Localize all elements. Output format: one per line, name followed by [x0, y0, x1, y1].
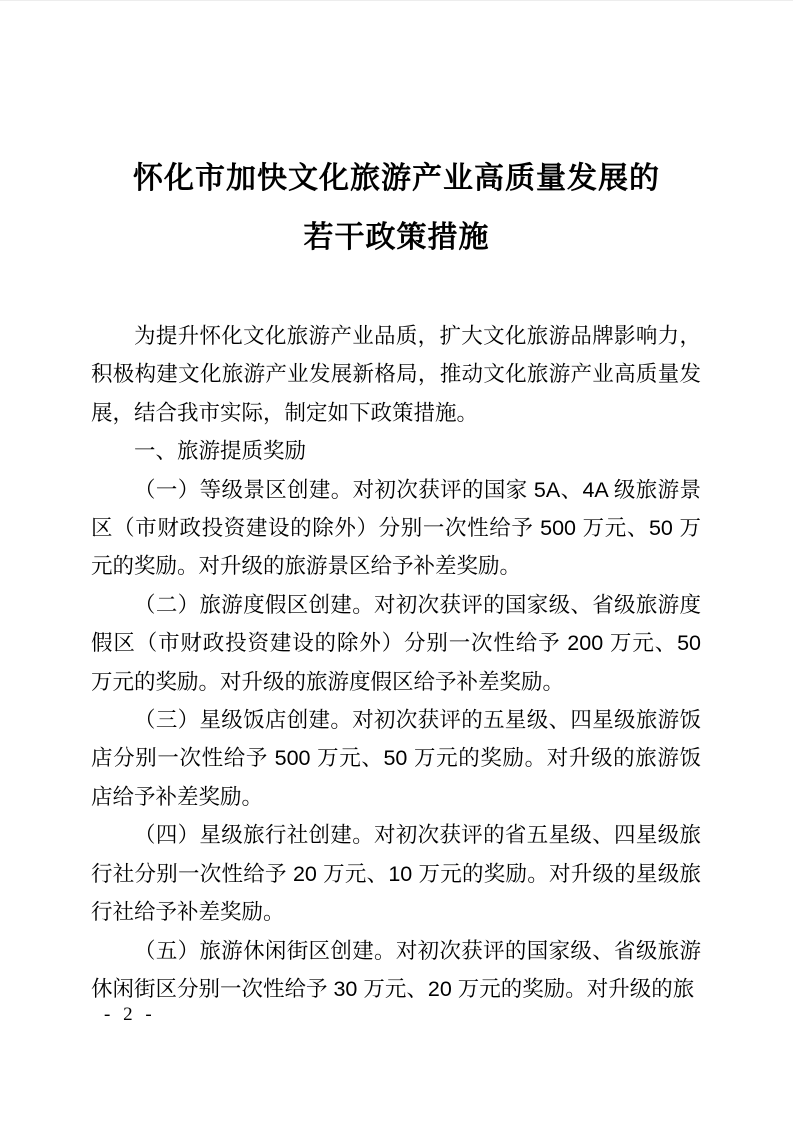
- policy-item-3: （三）星级饭店创建。对初次获评的五星级、四星级旅游饭店分别一次性给予 500 万元、50 万元的奖励。对升级的旅游饭店给予补差奖励。: [91, 708, 701, 809]
- intro-paragraph: 为提升怀化文化旅游产业品质，扩大文化旅游品牌影响力，积极构建文化旅游产业发展新格局，推动文化旅游产业高质量发展，结合我市实际，制定如下政策措施。: [91, 324, 701, 425]
- policy-item-2: （二）旅游度假区创建。对初次获评的国家级、省级旅游度假区（市财政投资建设的除外）分别一次性给予 200 万元、50 万元的奖励。对升级的旅游度假区给予补差奖励。: [91, 592, 701, 694]
- policy-item-5: （五）旅游休闲街区创建。对初次获评的国家级、省级旅游休闲街区分别一次性给予 30 万元、20 万元的奖励。对升级的旅: [91, 938, 701, 1001]
- document-body: [91, 317, 701, 1008]
- policy-item-1: （一）等级景区创建。对初次获评的国家 5A、4A 级旅游景区（市财政投资建设的除外）分别一次性给予 500 万元、50 万元的奖励。对升级的旅游景区给予补差奖励。: [91, 477, 701, 579]
- section-heading: 一、旅游提质奖励: [134, 439, 307, 464]
- document-title: [0, 149, 793, 267]
- title-line-1: 怀化市加快文化旅游产业高质量发展的: [133, 162, 660, 195]
- page-number: - 2 -: [104, 1004, 156, 1025]
- title-line-2: 若干政策措施: [303, 221, 490, 254]
- policy-item-4: （四）星级旅行社创建。对初次获评的省五星级、四星级旅行社分别一次性给予 20 万元、10 万元的奖励。对升级的星级旅行社给予补差奖励。: [91, 823, 701, 925]
